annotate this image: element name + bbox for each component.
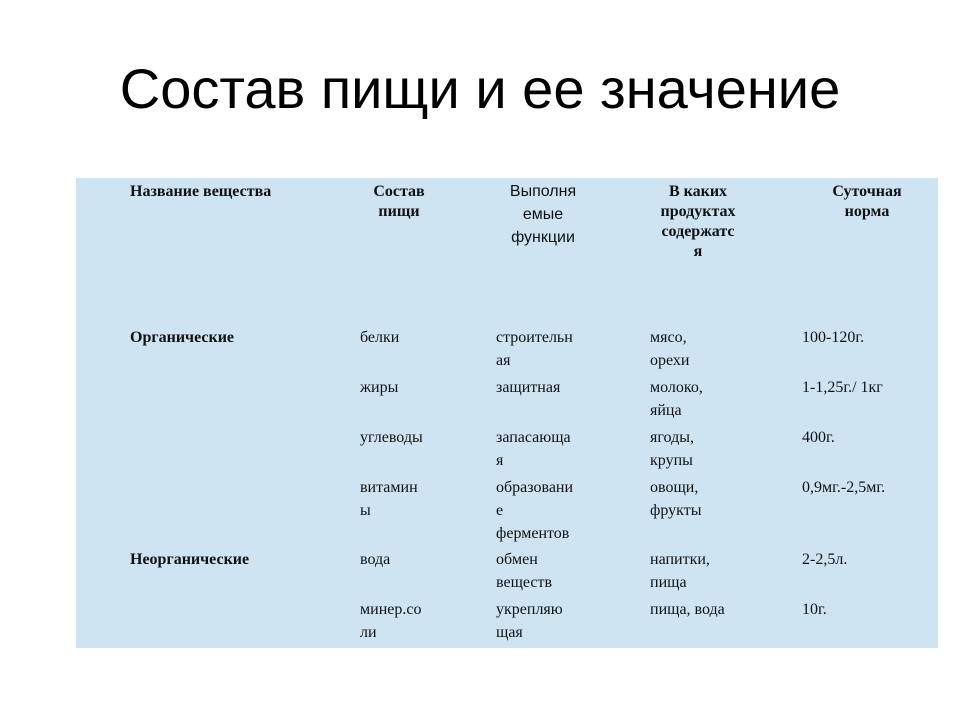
cell-norm: 1-1,25г./ 1кг: [802, 379, 883, 396]
cell-products: пища, вода: [650, 601, 725, 618]
cell-norm: 100-120г.: [802, 329, 865, 346]
cell-function: строительн ая: [496, 329, 573, 369]
cell-norm: 10г.: [802, 601, 827, 618]
header-food-composition: Состав пищи: [373, 183, 425, 220]
header-functions: Выполня емые функции: [509, 183, 577, 246]
cell-products: мясо, орехи: [650, 329, 690, 369]
cell-function: укрепляю щая: [496, 601, 563, 641]
cell-function: защитная: [496, 379, 561, 396]
cell-norm: 2-2,5л.: [802, 551, 848, 568]
cell-products: напитки, пища: [650, 551, 710, 591]
group-inorganic: Неорганические: [130, 551, 250, 568]
cell-composition: вода: [360, 551, 391, 568]
cell-composition: минер.со ли: [360, 601, 422, 641]
cell-composition: жиры: [360, 379, 399, 396]
food-composition-table: [76, 178, 938, 648]
group-organic: Органические: [130, 329, 235, 346]
header-substance-name: Название вещества: [130, 183, 272, 200]
cell-function: запасающа я: [496, 429, 571, 469]
cell-products: молоко, яйца: [650, 379, 703, 419]
cell-composition: витамин ы: [360, 479, 418, 519]
header-daily-norm: Суточная норма: [832, 183, 902, 220]
cell-products: овощи, фрукты: [650, 479, 702, 519]
cell-composition: углеводы: [360, 429, 423, 446]
header-products: В каких продуктах содержатс я: [660, 183, 736, 260]
cell-composition: белки: [360, 329, 400, 346]
cell-products: ягоды, крупы: [650, 429, 694, 469]
cell-norm: 0,9мг.-2,5мг.: [802, 479, 886, 496]
cell-function: обмен веществ: [496, 551, 553, 591]
cell-norm: 400г.: [802, 429, 835, 446]
cell-function: образовани е ферментов: [496, 479, 574, 542]
slide-title: Состав пищи и ее значение: [119, 57, 841, 120]
